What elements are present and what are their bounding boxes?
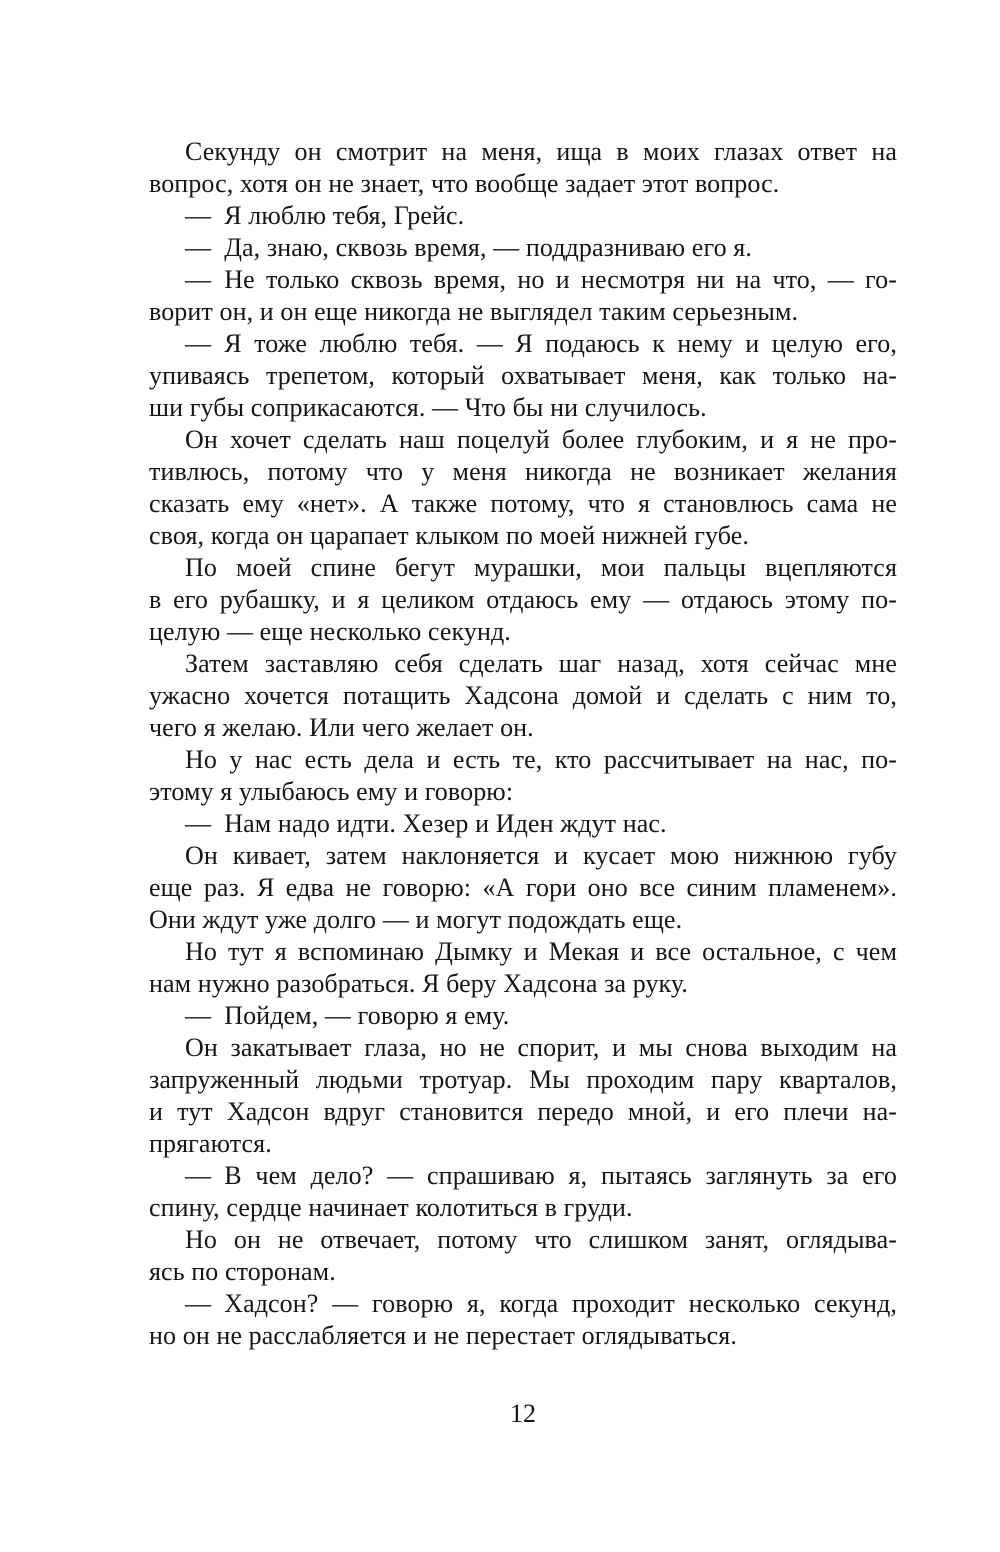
- text-line: тивлюсь, потому что у меня никогда не возникает желания: [149, 457, 897, 486]
- text-line: Затем заставляю себя сделать шаг назад, хотя сейчас мне: [185, 649, 897, 678]
- paragraph: [149, 264, 897, 328]
- text-line: Он хочет сделать наш поцелуй более глубоким, и я не про-: [185, 425, 897, 454]
- text-line: — В чем дело? — спрашиваю я, пытаясь заглянуть за его: [185, 1161, 897, 1190]
- paragraph: [149, 232, 897, 264]
- paragraph: [149, 200, 897, 232]
- paragraph: [149, 424, 897, 552]
- text-line: еще раз. Я едва не говорю: «А гори оно все синим пламенем».: [149, 873, 897, 902]
- text-line: Он кивает, затем наклоняется и кусает мою нижнюю губу: [185, 841, 897, 870]
- text-line: Они ждут уже долго — и могут подождать еще.: [149, 905, 683, 934]
- paragraph: [149, 1288, 897, 1352]
- text-line: — Не только сквозь время, но и несмотря ни на что, — го-: [185, 265, 897, 294]
- text-line: чего я желаю. Или чего желает он.: [149, 713, 534, 742]
- paragraph: [149, 936, 897, 1000]
- page-text: [149, 136, 897, 1352]
- text-line: но он не расслабляется и не перестает оглядываться.: [149, 1321, 737, 1350]
- text-line: — Хадсон? — говорю я, когда проходит несколько секунд,: [185, 1289, 897, 1318]
- text-line: Он закатывает глаза, но не спорит, и мы снова выходим на: [185, 1033, 897, 1062]
- paragraph: [149, 648, 897, 744]
- text-line: упиваясь трепетом, который охватывает меня, как только на-: [149, 361, 897, 390]
- text-line: — Я люблю тебя, Грейс.: [185, 201, 465, 230]
- paragraph: [149, 840, 897, 936]
- text-line: и тут Хадсон вдруг становится передо мной, и его плечи на-: [149, 1097, 897, 1126]
- paragraph: [149, 136, 897, 200]
- text-line: Но он не отвечает, потому что слишком занят, оглядыва-: [185, 1225, 897, 1254]
- paragraph: [149, 1160, 897, 1224]
- text-line: запруженный людьми тротуар. Мы проходим пару кварталов,: [149, 1065, 897, 1094]
- text-line: вопрос, хотя он не знает, что вообще задает этот вопрос.: [149, 169, 780, 198]
- text-line: в его рубашку, и я целиком отдаюсь ему — отдаюсь этому по-: [149, 585, 897, 614]
- text-line: этому я улыбаюсь ему и говорю:: [149, 777, 514, 806]
- text-line: ужасно хочется потащить Хадсона домой и сделать с ним то,: [149, 681, 897, 710]
- text-line: нам нужно разобраться. Я беру Хадсона за руку.: [149, 969, 689, 998]
- paragraph: [149, 808, 897, 840]
- paragraph: [149, 1224, 897, 1288]
- text-line: Но у нас есть дела и есть те, кто рассчитывает на нас, по-: [185, 745, 897, 774]
- paragraph: [149, 744, 897, 808]
- text-line: — Пойдем, — говорю я ему.: [185, 1001, 510, 1030]
- text-line: Секунду он смотрит на меня, ища в моих глазах ответ на: [185, 137, 897, 166]
- text-line: ясь по сторонам.: [149, 1257, 336, 1286]
- text-line: ворит он, и он еще никогда не выглядел таким серьезным.: [149, 297, 799, 326]
- text-line: своя, когда он царапает клыком по моей нижней губе.: [149, 521, 749, 550]
- page-number: 12: [510, 1399, 536, 1428]
- paragraph: [149, 1000, 897, 1032]
- text-line: — Нам надо идти. Хезер и Иден ждут нас.: [185, 809, 667, 838]
- text-line: прягаются.: [149, 1129, 272, 1158]
- paragraph: [149, 552, 897, 648]
- text-line: целую — еще несколько секунд.: [149, 617, 511, 646]
- text-line: спину, сердце начинает колотиться в груди.: [149, 1193, 633, 1222]
- text-line: — Да, знаю, сквозь время, — поддразниваю его я.: [185, 233, 752, 262]
- text-line: ши губы соприкасаются. — Что бы ни случилось.: [149, 393, 707, 422]
- paragraph: [149, 328, 897, 424]
- text-line: сказать ему «нет». А также потому, что я становлюсь сама не: [149, 489, 897, 518]
- paragraph: [149, 1032, 897, 1160]
- text-line: По моей спине бегут мурашки, мои пальцы вцепляются: [185, 553, 897, 582]
- text-line: Но тут я вспоминаю Дымку и Мекая и все остальное, с чем: [185, 937, 897, 966]
- text-line: — Я тоже люблю тебя. — Я подаюсь к нему и целую его,: [185, 329, 897, 358]
